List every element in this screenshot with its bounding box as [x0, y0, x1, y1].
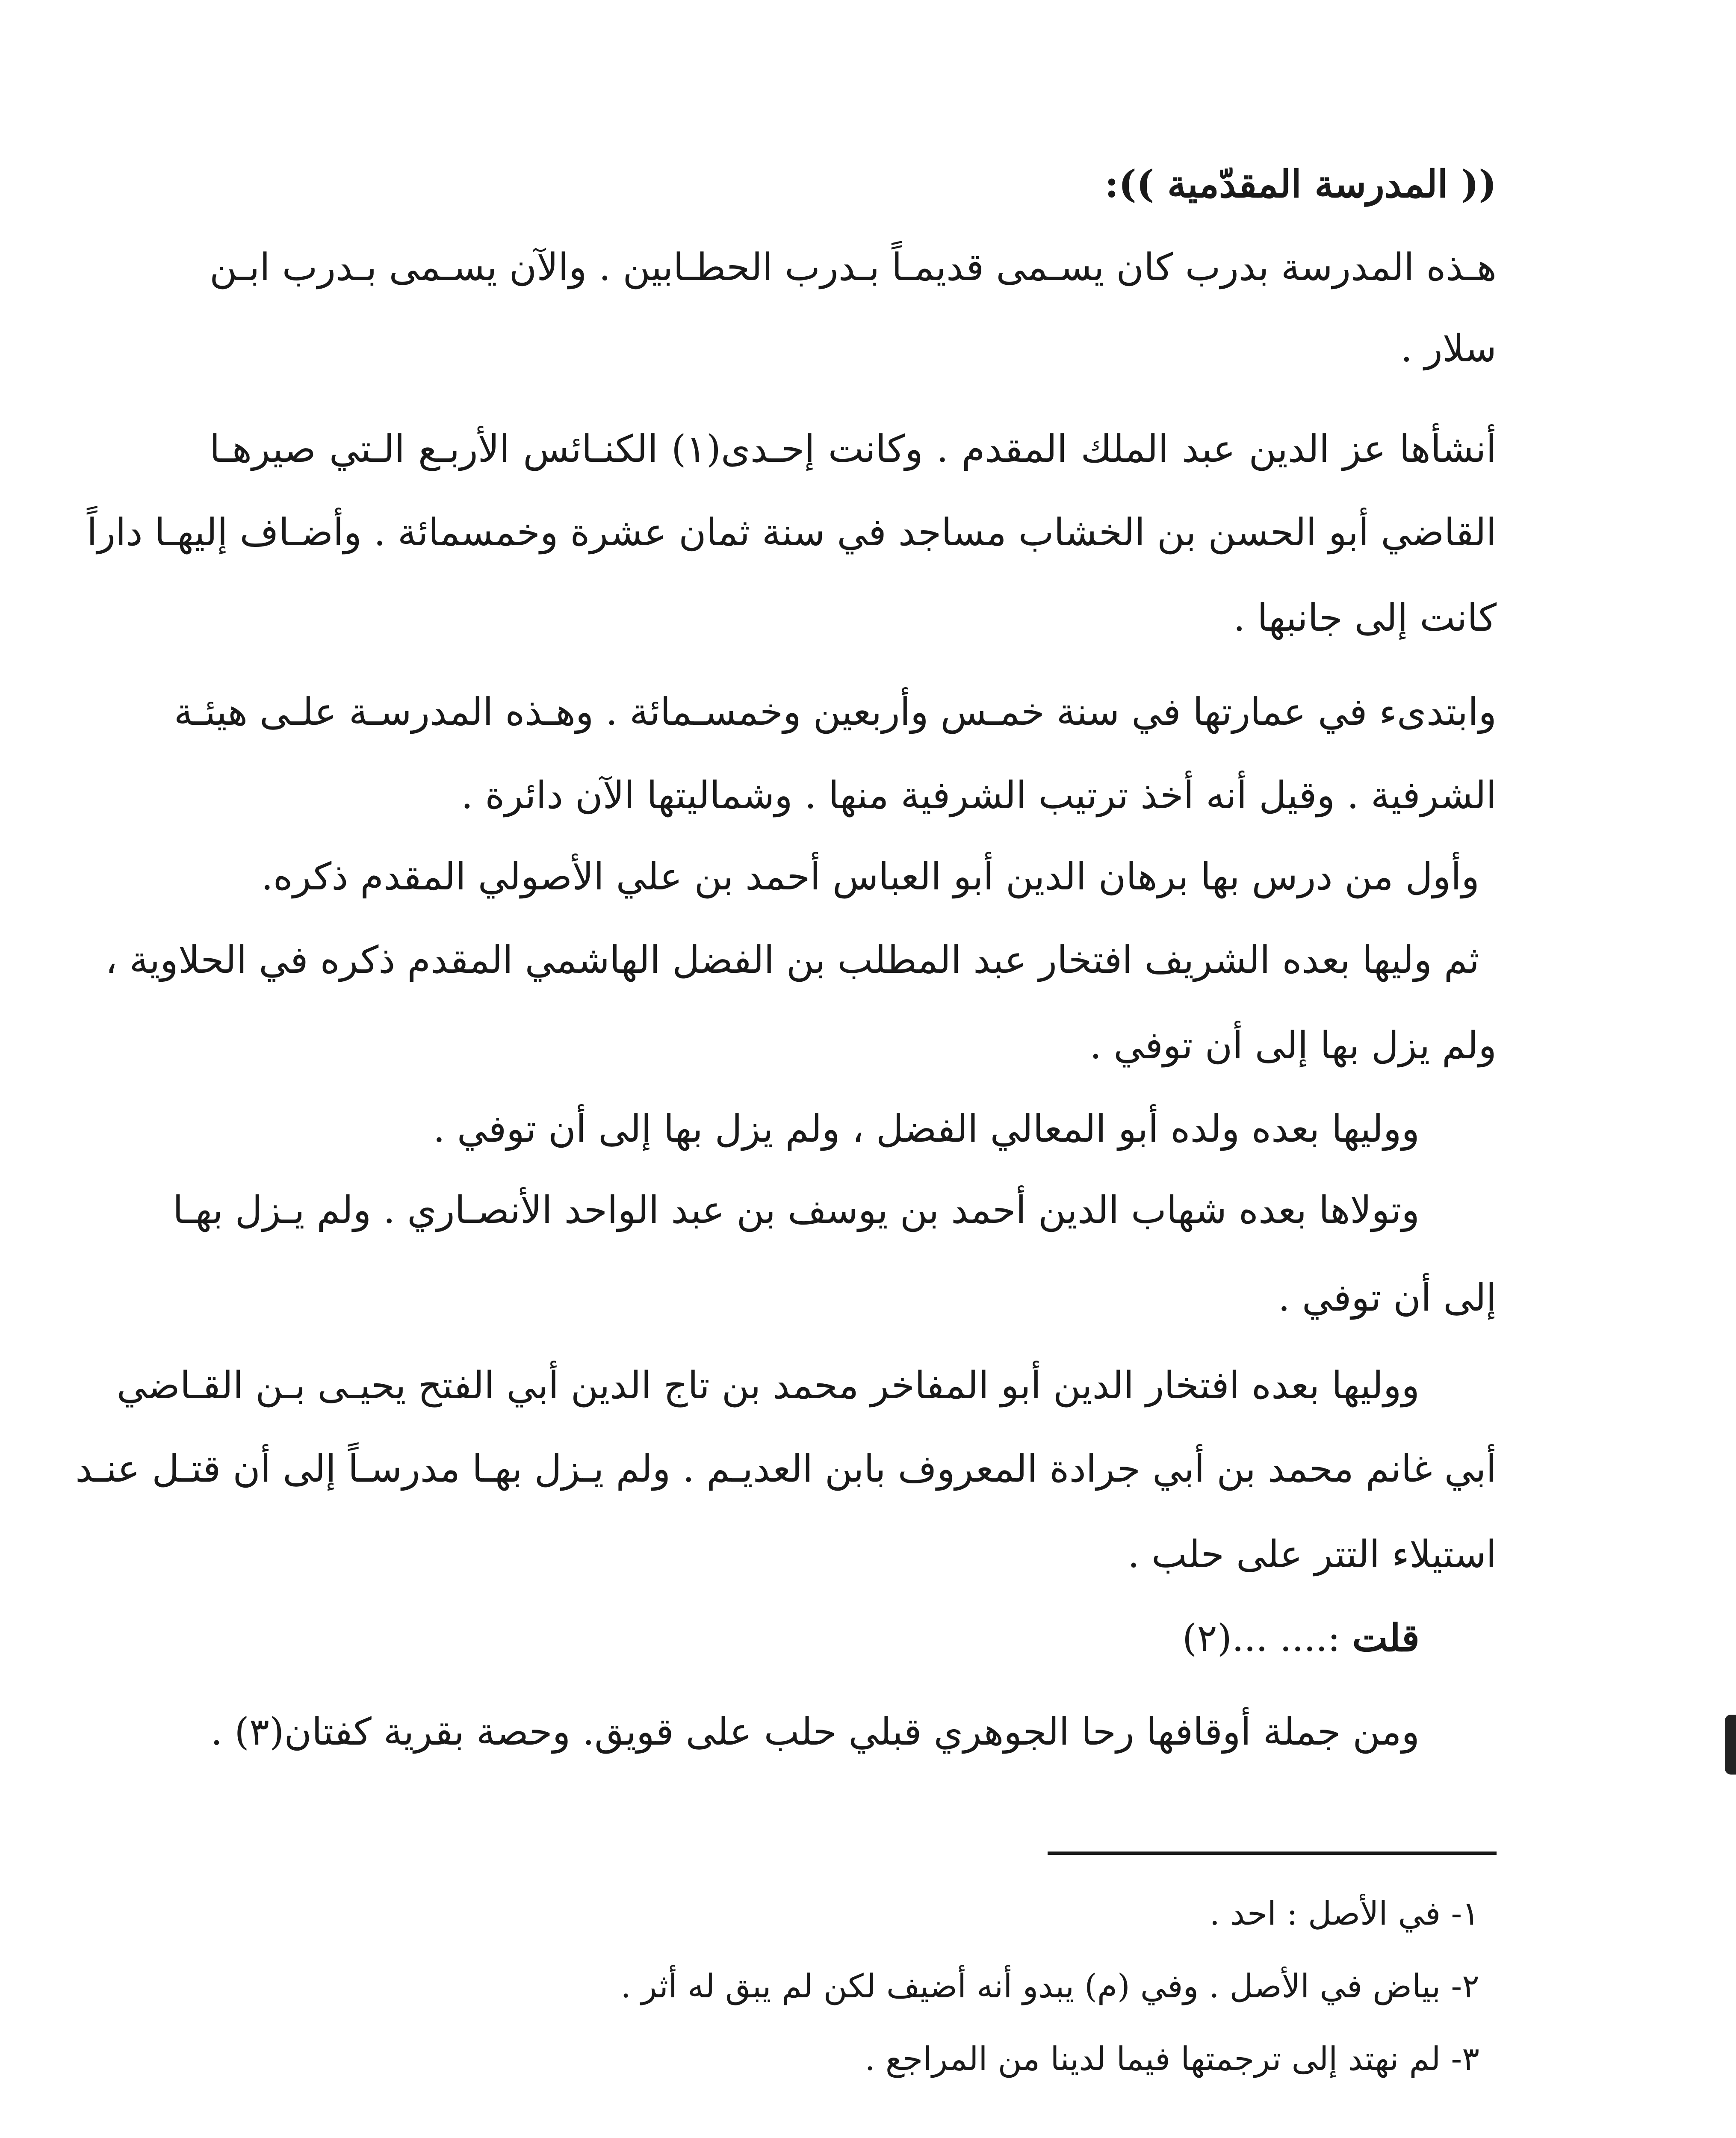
paragraph-line: كانت إلى جانبها .: [1233, 596, 1497, 640]
paragraph-line: ومن جملة أوقافها رحا الجوهري قبلي حلب على قويق. وحصة بقرية كفتان(٣) .: [210, 1710, 1420, 1754]
footnote: ١- في الأصل : احد .: [1209, 1894, 1479, 1932]
footnote: ٢- بياض في الأصل . وفي (م) يبدو أنه أضيف لكن لم يبق له أثر .: [620, 1967, 1479, 2005]
qult-line: [133, 1612, 1420, 1664]
section-heading: (( المدرسة المقدّمية )):: [1104, 162, 1497, 206]
paragraph-line: وأول من درس بها برهان الدين أبو العباس أحمد بن علي الأصولي المقدم ذكره.: [261, 854, 1479, 898]
paragraph-line: استيلاء التتر على حلب .: [1128, 1532, 1497, 1576]
paragraph-line: القاضي أبو الحسن بن الخشاب مساجد في سنة ثمان عشرة وخمسمائة . وأضـاف إليهـا داراً: [87, 510, 1497, 554]
paragraph-line: ثم وليها بعده الشريف افتخار عبد المطلب بن الفضل الهاشمي المقدم ذكره في الحلاوية ،: [105, 938, 1479, 982]
paragraph-line: أبي غانم محمد بن أبي جرادة المعروف بابن العديـم . ولم يـزل بهـا مدرسـاً إلى أن قتـل عنـد: [75, 1447, 1497, 1491]
paragraph-line: أنشأها عز الدين عبد الملك المقدم . وكانت إحـدى(١) الكنـائس الأربـع الـتي صيرهـا: [210, 427, 1497, 471]
paragraph-line: سلار .: [1400, 326, 1497, 370]
paragraph-line: إلى أن توفي .: [1278, 1276, 1497, 1320]
paragraph-line: ووليها بعده ولده أبو المعالي الفضل ، ولم يزل بها إلى أن توفي .: [433, 1107, 1420, 1151]
paragraph-line: ولم يزل بها إلى أن توفي .: [1089, 1023, 1497, 1067]
footnote: ٣- لم نهتد إلى ترجمتها فيما لدينا من المراجع .: [865, 2040, 1479, 2078]
paragraph-line: ووليها بعده افتخار الدين أبو المفاخر محمد بن تاج الدين أبي الفتح يحيـى بـن القـاضي: [116, 1363, 1420, 1407]
footnote-separator: [1048, 1852, 1497, 1855]
qult-label: قلت: [1352, 1615, 1420, 1660]
paragraph-line: وتولاها بعده شهاب الدين أحمد بن يوسف بن عبد الواحد الأنصـاري . ولم يـزل بهـا: [173, 1188, 1420, 1232]
qult-rest: :.... ...(٢): [1182, 1616, 1352, 1660]
paragraph-line: الشرفية . وقيل أنه أخذ ترتيب الشرفية منها . وشماليتها الآن دائرة .: [461, 773, 1497, 817]
paragraph-line: وابتدىء في عمارتها في سنة خمـس وأربعين وخمسـمائة . وهـذه المدرسـة علـى هيئـة: [174, 690, 1497, 734]
page-edge-mark: [1725, 1715, 1736, 1775]
paragraph-line: هـذه المدرسة بدرب كان يسـمى قديمـاً بـدرب الحطـابين . والآن يسـمى بـدرب ابـن: [210, 245, 1497, 289]
